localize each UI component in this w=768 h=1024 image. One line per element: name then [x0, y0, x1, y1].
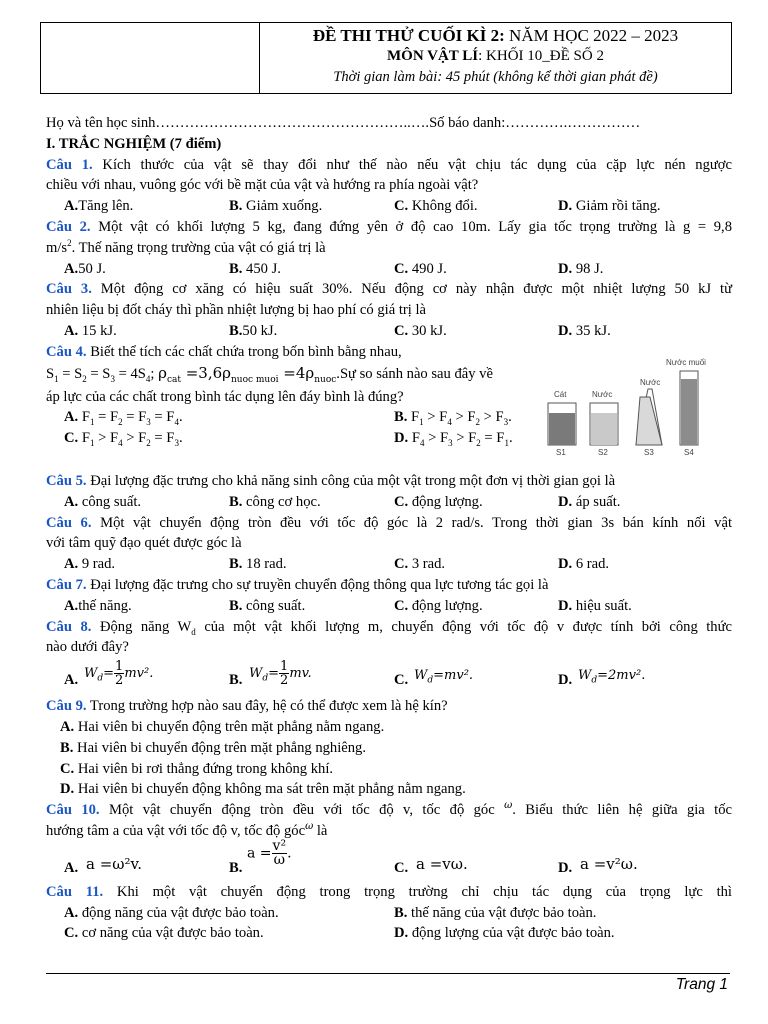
label-cat: Cát [554, 390, 567, 399]
option-a[interactable]: A.Tăng lên. [64, 198, 134, 215]
option-b[interactable]: B. 18 rad. [229, 556, 287, 573]
exam-header [40, 22, 732, 94]
option-b[interactable]: B. $F_1 > F_4 > F_2 > F_3$. [394, 409, 512, 428]
label-nuoc-2: Nước [592, 390, 613, 399]
exam-title: ĐỀ THI THỬ CUỐI KÌ 2: NĂM HỌC 2022 – 2023 [312, 26, 679, 45]
option-d[interactable]: D. 6 rad. [558, 556, 610, 573]
option-a[interactable]: A. 15 kJ. [64, 322, 117, 339]
question-11: Câu 11. Khi một vật chuyển động trong trọng trường chỉ chịu tác dụng của trọng lực thì [46, 883, 732, 900]
container-4-fill [681, 379, 697, 445]
q5-options [46, 492, 732, 513]
option-b[interactable]: B. $W_d=$ $\frac{1}{2}$ mv. [229, 659, 312, 689]
exam-subject: MÔN VẬT LÍ: KHỐI 10_ĐỀ SỐ 2 [387, 48, 604, 64]
option-d[interactable]: D. hiệu suất. [558, 597, 632, 614]
header-left-cell [41, 23, 260, 93]
option-d[interactable]: D. $F_4 > F_3 > F_2 = F_1$. [394, 430, 513, 449]
option-b[interactable]: B. công suất. [229, 597, 306, 614]
option-c[interactable]: C. Hai viên bi rơi thẳng đứng trong không khí. [60, 760, 334, 777]
option-b[interactable]: B.50 kJ. [229, 322, 278, 339]
q6-options [46, 554, 732, 575]
option-c[interactable]: C. động lượng. [394, 597, 483, 614]
option-a[interactable]: A. $W_d=$ $\frac{1}{2}$ mv². [64, 659, 154, 689]
question-9: Câu 9. Trong trường hợp nào sau đây, hệ có thể được xem là hệ kín? [46, 698, 448, 715]
question-1: Câu 1. Kích thước của vật sẽ thay đổi như thế nào nếu vật chịu tác dụng của cặp lực nén ngược [46, 156, 732, 173]
q2-options [46, 259, 732, 280]
question-3: Câu 3. Một động cơ xăng có hiệu suất 30%. Nếu động cơ này nhận được một nhiệt lượng 50 kJ từ [46, 281, 732, 298]
q8-options [46, 658, 732, 696]
option-a[interactable]: A.thế năng. [64, 597, 132, 614]
option-d[interactable]: D. áp suất. [558, 493, 621, 510]
option-a[interactable]: A. a =ω²v. [64, 854, 142, 876]
option-c[interactable]: C. động lượng. [394, 493, 483, 510]
label-nuoc-3: Nước [640, 378, 661, 387]
question-5: Câu 5. Đại lượng đặc trưng cho khả năng sinh công của một vật trong một đơn vị thời gian gọi là [46, 472, 616, 489]
option-a[interactable]: A. $F_1 = F_2 = F_3 = F_4$. [64, 409, 183, 428]
option-c[interactable]: C. cơ năng của vật được bảo toàn. [64, 925, 264, 942]
label-nuoc-muoi: Nước muối [666, 358, 706, 367]
option-c[interactable]: C. $W_d=mv^2$. [394, 668, 474, 689]
question-4: Câu 4. Biết thể tích các chất chứa trong bốn bình bằng nhau, [46, 343, 402, 360]
option-c[interactable]: C. Không đổi. [394, 198, 478, 215]
q7-options [46, 596, 732, 617]
option-c[interactable]: C. a =vω. [394, 854, 468, 876]
containers-figure [542, 345, 714, 457]
option-d[interactable]: D. 35 kJ. [558, 322, 611, 339]
option-a[interactable]: A. công suất. [64, 493, 142, 510]
q11-options-row1 [46, 903, 732, 924]
option-b[interactable]: B. 450 J. [229, 260, 281, 277]
question-6: Câu 6. Một vật chuyển động tròn đều với tốc độ góc là 2 rad/s. Trong thời gian 3s bán kính nối vật [46, 514, 733, 531]
container-1-fill [549, 413, 575, 445]
svg-text:S1: S1 [556, 448, 566, 457]
q1-options [46, 196, 732, 217]
q11-options-row2 [46, 923, 732, 944]
option-a[interactable]: A. 9 rad. [64, 556, 116, 573]
option-c[interactable]: C. 30 kJ. [394, 322, 447, 339]
question-8: Câu 8. Động năng $W_d$ của một vật khối lượng m, chuyển động với tốc độ v được tính bởi công thức [46, 618, 732, 637]
option-d[interactable]: D. Hai viên bi chuyển động không ma sát trên mặt phẳng nằm ngang. [60, 781, 466, 798]
svg-text:S3: S3 [644, 448, 654, 457]
question-2: Câu 2. Một vật có khối lượng 5 kg, đang đứng yên ở độ cao 10m. Lấy gia tốc trọng trường là g = 9,8 [46, 218, 733, 235]
option-b[interactable]: B. Hai viên bi chuyển động trên mặt phẳng nghiêng. [60, 739, 367, 756]
surface-equation: $_1 = S_2 = S_3 = 4S_4$; [54, 365, 155, 384]
page-number: Trang 1 [675, 976, 728, 993]
option-d[interactable]: D. 98 J. [558, 260, 604, 277]
q3-options [46, 321, 732, 342]
q10-options [46, 837, 732, 882]
footer-rule [46, 973, 730, 974]
question-7: Câu 7. Đại lượng đặc trưng cho sự truyền chuyển động thông qua lực tương tác gọi là [46, 576, 549, 593]
exam-body: Họ và tên học sinh……………………………………………..….Số báo danh:………….…………… I. TRẮC NGHIỆM (7 điểm) Câu 1. Kích thước của vật sẽ thay đổi như thế nào nếu vật chịu tác dụng của cặp lực nén ngược chiều với nhau, vuông góc với bề mặt của vật và hướng ra phía ngoài vật? A.Tăng lên. B. Giảm xuống. C. Không đổi. D. Giảm rồi tăng. Câu 2. Một vật có khối lượng 5 kg, đang đứng yên ở độ cao 10m. Lấy gia tốc trọng trường là g = 9,8 $m/s^2$. Thế năng trọng trường của vật có giá trị là A.50 J. B. 450 J. C. 490 J. D. 98 J. Câu 3. Một động cơ xăng có hiệu suất 30%. Nếu động cơ này nhận được một nhiệt lượng 50 kJ từ nhiên liệu bị đốt cháy thì phần nhiệt lượng bị hao phí có giá trị là A. 15 kJ. B.50 kJ. C. 30 kJ. D. 35 kJ. Câu 4. Biết thể tích các chất chứa trong bốn bình bằng nhau, $S_1 = S_2 = S_3 = 4S_4$; $\rho_{cat} =3,6\rho_{nuoc muoi}$ $=4\rho_{nuoc}.Sự$ so sánh nào sau đây về áp lực của các chất trong bình tác dụng lên đáy bình là đúng? A. $F_1 = F_2 = F_3 = F_4$. B. $F_1 > F_4 > F_2 > F_3$. C. $F_1 > F_4 > F_2 = F_3$. D. $F_4 > F_3 > F_2 = F_1$. Câu 5. Đại lượng đặc trưng cho khả năng sinh công của một vật trong một đơn vị thời gian gọi là A. công suất. B. công cơ học. C. động lượng. D. áp suất. Câu 6. Một vật chuyển động tròn đều với tốc độ góc là 2 rad/s. Trong thời gian 3s bán kính nối vật với tâm quỹ đạo quét được góc là A. 9 rad. B. 18 rad. C. 3 rad. D. 6 rad. Câu 7. Đại lượng đặc trưng cho sự truyền chuyển động thông qua lực tương tác gọi là A.thế năng. B. công suất. C. động lượng. D. hiệu suất. Câu 8. Động năng $W_d$ của một vật khối lượng m, chuyển động với tốc độ v được tính bởi công thức nào dưới đây? A. $W_d=$ $\frac{1}{2}$ mv². B. $W_d=$ $\frac{1}{2}$ mv. C. $W_d=mv^2$. D. $W_d=2mv^2$. Câu 9. Trong trường hợp nào sau đây, hệ có thể được xem là hệ kín? A. Hai viên bi chuyển động trên mặt phẳng nằm ngang. B. Hai viên bi chuyển động trên mặt phẳng nghiêng. C. Hai viên bi rơi thẳng đứng trong không khí. D. Hai viên bi chuyển động không ma sát trên mặt phẳng nằm ngang. Câu 10. Một vật chuyển động tròn đều với tốc độ v, tốc độ góc $^\omega$. Biểu thức liên hệ giữa gia tốc hướng tâm a của vật với tốc độ v, tốc độ góc$^\omega$ là A. a =ω²v. B. a = $\frac{\text{v²}}{\omega}$ . C. a =vω. D. a =v²ω. Câu 11. Khi một vật chuyển động trong trọng trường chỉ chịu tác dụng của trọng lực thì A. động năng của vật được bảo toàn. B. thế năng của vật được bảo toàn. C. cơ năng của vật được bảo toàn. D. động lượng của vật được bảo toàn. [46, 113, 732, 944]
option-c[interactable]: C. 490 J. [394, 260, 447, 277]
option-a[interactable]: A. động năng của vật được bảo toàn. [64, 904, 279, 921]
option-d[interactable]: D. a =v²ω. [558, 854, 638, 876]
section-title: I. TRẮC NGHIỆM (7 điểm) [46, 135, 222, 152]
student-info-line: Họ và tên học sinh……………………………………………..….Số báo danh:………….…………… [46, 115, 641, 131]
svg-text:S2: S2 [598, 448, 608, 457]
option-b[interactable]: B. a = $\frac{\text{v²}}{\omega}$ . [229, 837, 292, 876]
option-b[interactable]: B. Giảm xuống. [229, 198, 323, 215]
option-c[interactable]: C. $F_1 > F_4 > F_2 = F_3$. [64, 430, 183, 449]
option-a[interactable]: A.50 J. [64, 260, 106, 277]
exam-time: Thời gian làm bài: 45 phút (không kể thời gian phát đề) [333, 69, 658, 85]
option-d[interactable]: D. $W_d=2mv^2$. [558, 668, 646, 689]
option-b[interactable]: B. thế năng của vật được bảo toàn. [394, 904, 597, 921]
container-2-fill [591, 413, 617, 445]
svg-text:S4: S4 [684, 448, 694, 457]
header-right-cell [260, 23, 731, 93]
option-b[interactable]: B. công cơ học. [229, 493, 321, 510]
option-d[interactable]: D. động lượng của vật được bảo toàn. [394, 925, 615, 942]
option-a[interactable]: A. Hai viên bi chuyển động trên mặt phẳng nằm ngang. [60, 718, 385, 735]
question-10: Câu 10. Một vật chuyển động tròn đều với tốc độ v, tốc độ góc $^\omega$. Biểu thức liên hệ giữa gia tốc [46, 800, 732, 819]
option-d[interactable]: D. Giảm rồi tăng. [558, 198, 661, 215]
option-c[interactable]: C. 3 rad. [394, 556, 446, 573]
